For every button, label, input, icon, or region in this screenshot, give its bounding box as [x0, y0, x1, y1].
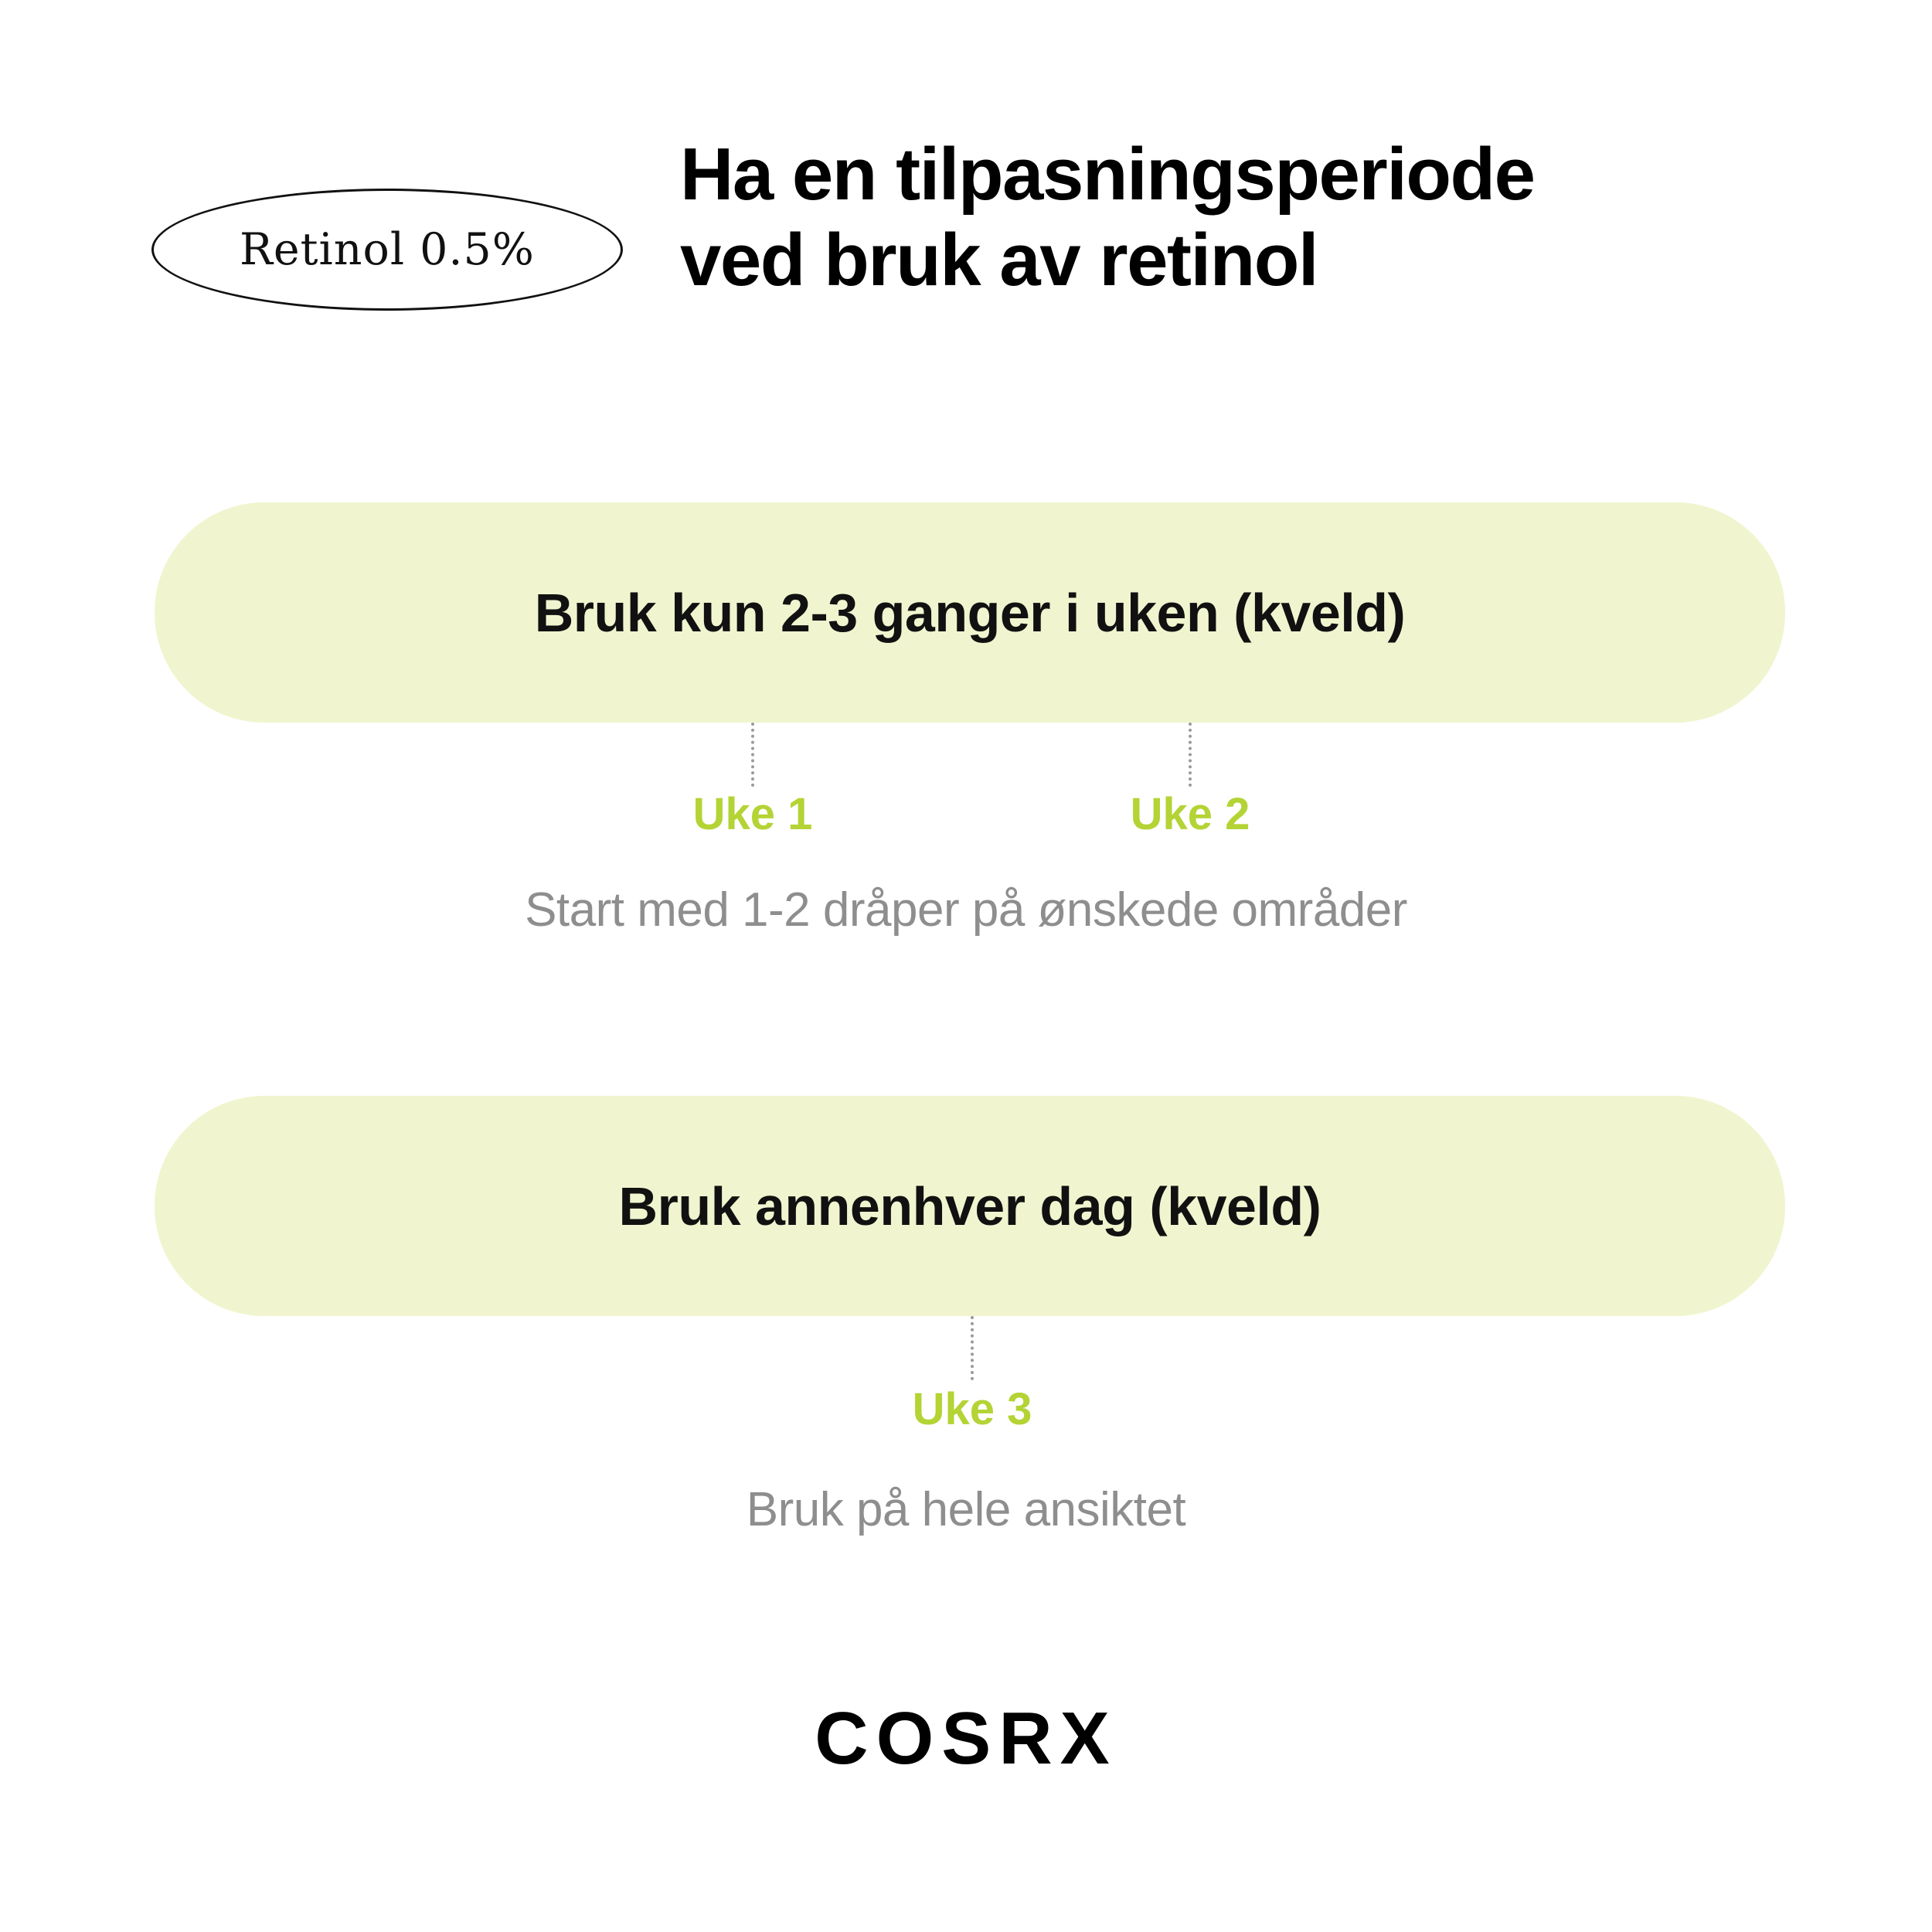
step-1-caption: Start med 1-2 dråper på ønskede områder	[525, 883, 1407, 937]
connector-line-week-2	[1189, 723, 1192, 787]
week-marker-2: Uke 2	[1130, 789, 1250, 839]
step-2-label: Bruk annenhver dag (kveld)	[618, 1175, 1321, 1236]
week-marker-1: Uke 1	[692, 789, 813, 839]
brand-logo: COSRX	[815, 1697, 1117, 1780]
retinol-strength-badge	[151, 189, 623, 311]
page-title-line-1: Ha en tilpasningsperiode	[680, 133, 1535, 216]
step-1-pill	[155, 502, 1785, 723]
step-2-caption: Bruk på hele ansiktet	[746, 1483, 1186, 1536]
page-title-line-2: ved bruk av retinol	[680, 219, 1318, 302]
step-2-pill	[155, 1096, 1785, 1316]
connector-line-week-3	[971, 1316, 974, 1380]
week-marker-3: Uke 3	[912, 1384, 1032, 1434]
header	[0, 131, 1932, 363]
step-1-label: Bruk kun 2-3 ganger i uken (kveld)	[534, 582, 1406, 643]
retinol-strength-label: Retinol 0.5%	[240, 224, 535, 275]
page-title	[680, 131, 1839, 304]
connector-line-week-1	[751, 723, 754, 787]
